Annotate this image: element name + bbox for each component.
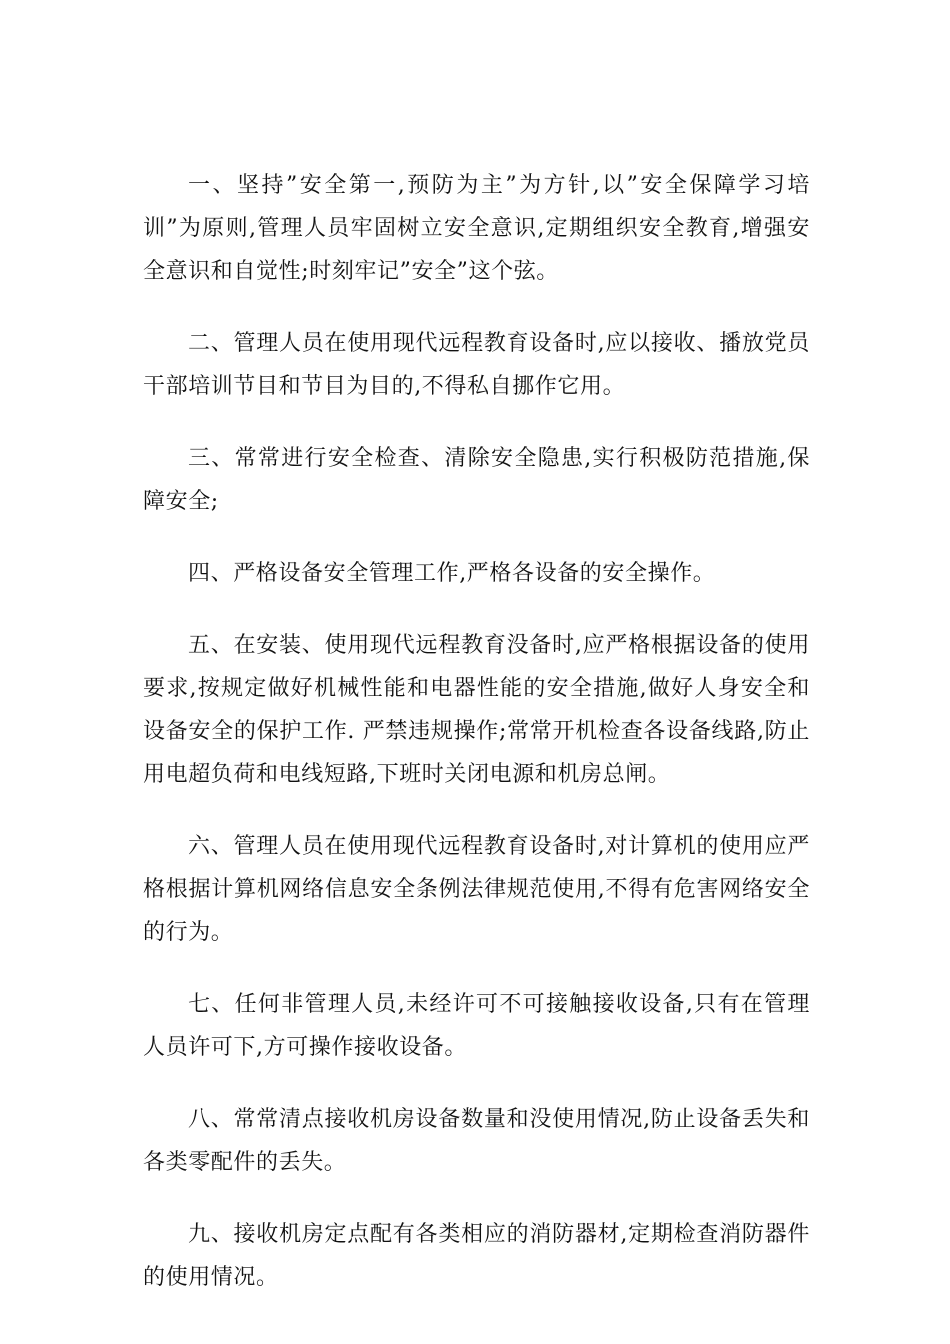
document-body	[143, 164, 810, 1328]
paragraph-1: 一、坚持”安全第一,预防为主”为方针,以”安全保障学习培训”为原则,管理人员牢固树立安全意识,定期组织安全教育,增强安全意识和自觉性;时刻牢记”安全”这个弦。	[143, 173, 810, 284]
paragraph-8: 八、常常清点接收机房设备数量和没使用情况,防止设备丢失和各类零配件的丢失。	[143, 1107, 810, 1175]
paragraph-4: 四、严格设备安全管理工作,严格各设备的安全操作。	[188, 561, 716, 586]
paragraph-3: 三、常常进行安全检查、清除安全隐患,实行积极防范措施,保障安全;	[143, 446, 810, 514]
paragraph-6: 六、管理人员在使用现代远程教育设备时,对计算机的使用应严格根据计算机网络信息安全条例法律规范使用,不得有危害网络安全的行为。	[143, 834, 810, 945]
paragraph-7: 七、任何非管理人员,未经许可不可接触接收设备,只有在管理人员许可下,方可操作接收设备。	[143, 992, 810, 1060]
paragraph-9: 九、接收机房定点配有各类相应的消防器材,定期检查消防器件的使用情况。	[143, 1222, 810, 1290]
paragraph-2: 二、管理人员在使用现代远程教育设备时,应以接收、播放党员干部培训节目和节目为目的,不得私自挪作它用。	[143, 331, 810, 399]
paragraph-5: 五、在安装、使用现代远程教育没备时,应严格根据设备的使用要求,按规定做好机械性能和电器性能的安全措施,做好人身安全和设备安全的保护工作. 严禁违规操作;常常开机检查各设备线路,防止用电超负荷和电线短路,下班时关闭电源和机房总闸。	[143, 633, 810, 787]
